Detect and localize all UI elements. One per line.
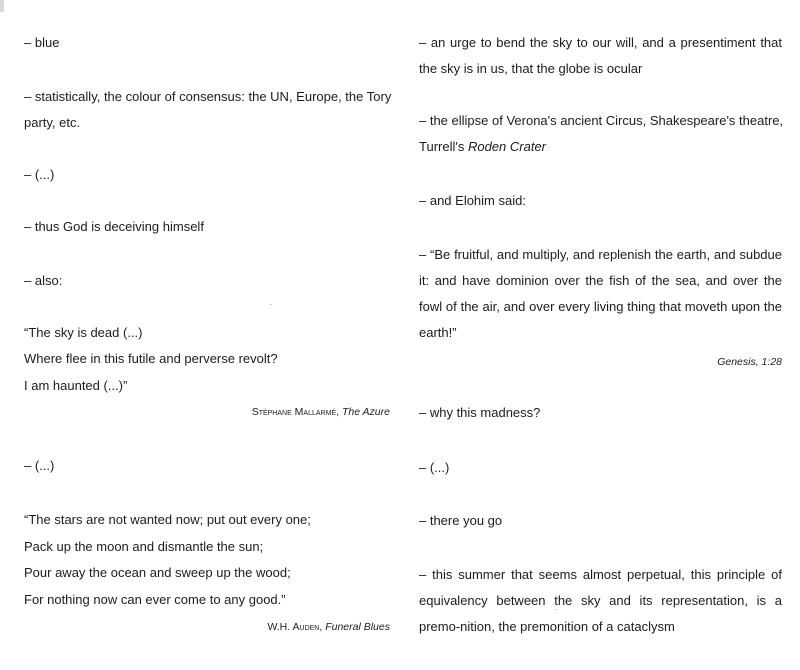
line-madness: – why this madness?: [419, 405, 541, 420]
line-there-you-go: – there you go: [419, 513, 503, 528]
paragraph-genesis-quote: – “Be fruitful, and multiply, and replenish the earth, and subdue it: and have dominion over the fish of the sea, and over the fowl of the air, and over every living thing that moveth upon the earth!”: [419, 247, 782, 340]
line-statistically: – statistically, the colour of consensus: the UN, Europe, the Tory: [24, 89, 392, 104]
line-also: – also:: [24, 273, 63, 288]
attribution-work: Funeral Blues: [325, 621, 390, 633]
line-turrell: [419, 134, 546, 160]
paragraph-urge: – an urge to bend the sky to our will, and a presentiment that the sky is in us, that the globe is ocular: [419, 35, 782, 76]
scan-speck: [270, 304, 272, 305]
mallarme-quote-line: I am haunted (...)”: [24, 378, 128, 393]
auden-quote-line: “The stars are not wanted now; put out every one;: [24, 512, 311, 527]
auden-attribution: [267, 620, 390, 634]
attribution-author: W.H. Auden,: [267, 621, 323, 633]
mallarme-attribution: [252, 405, 390, 419]
line-ellipsis: – (...): [24, 167, 55, 182]
auden-quote-line: Pack up the moon and dismantle the sun;: [24, 539, 264, 554]
line-ellipsis: – (...): [419, 460, 450, 475]
attribution-work: The Azure: [341, 406, 390, 418]
line-god: – thus God is deceiving himself: [24, 219, 204, 234]
line-ellipse-verona: – the ellipse of Verona's ancient Circus, Shakespeare's theatre,: [419, 113, 784, 128]
auden-quote-line: For nothing now can ever come to any good.”: [24, 592, 286, 607]
turrell-text: Turrell's: [419, 139, 465, 154]
roden-crater-title: Roden Crater: [467, 139, 547, 154]
mallarme-quote-line: “The sky is dead (...): [24, 325, 143, 340]
line-party: party, etc.: [24, 115, 81, 130]
paragraph-summer: – this summer that seems almost perpetual, this principle of equivalency between the sky and its representation, is a premo-nition, the premonition of a cataclysm: [419, 567, 782, 634]
line-blue: – blue: [24, 35, 60, 50]
scan-edge-mark: [0, 0, 4, 12]
attribution-author: Stéphane Mallarmé,: [251, 406, 340, 418]
line-elohim: – and Elohim said:: [419, 193, 526, 208]
line-ellipsis: – (...): [24, 458, 55, 473]
auden-quote-line: Pour away the ocean and sweep up the wood;: [24, 565, 291, 580]
mallarme-quote-line: Where flee in this futile and perverse revolt?: [24, 351, 278, 366]
genesis-attribution: Genesis, 1:28: [717, 356, 782, 368]
